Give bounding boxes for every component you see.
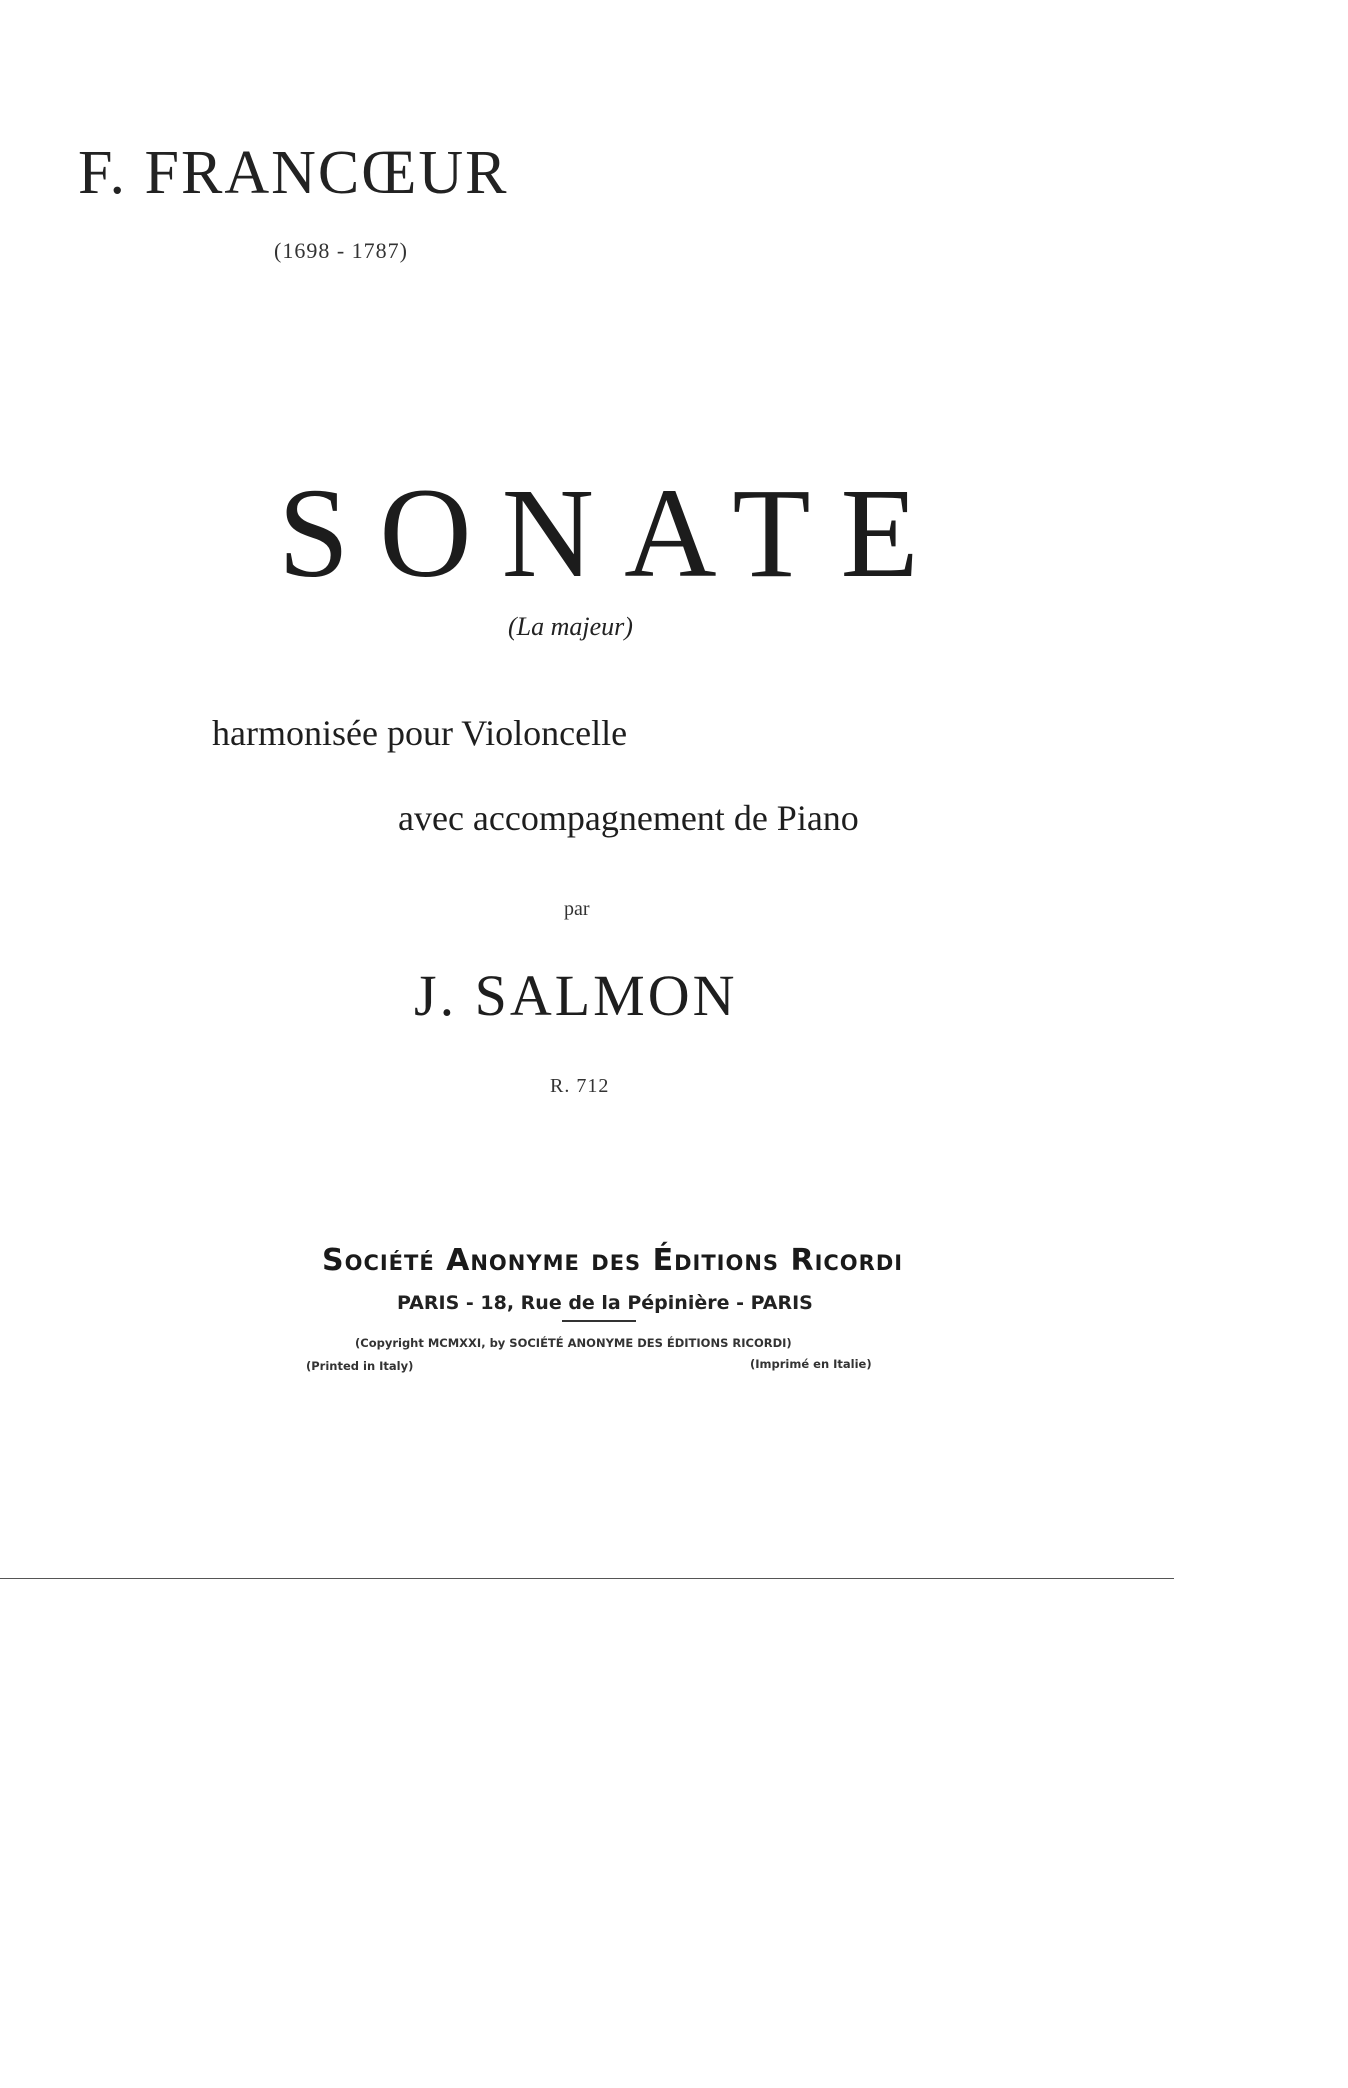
by-label: par [564, 898, 590, 920]
arranger-name: J. SALMON [414, 963, 738, 1028]
composer-name: F. FRANCŒUR [78, 139, 509, 207]
address-divider [562, 1320, 636, 1322]
catalog-number: R. 712 [550, 1075, 610, 1097]
publisher-address: PARIS - 18, Rue de la Pépinière - PARIS [397, 1292, 813, 1314]
work-title: SONATE [278, 462, 949, 604]
page-divider [0, 1578, 1174, 1579]
work-key: (La majeur) [508, 612, 633, 641]
printed-in-notice: (Printed in Italy) [306, 1359, 414, 1373]
composer-dates: (1698 - 1787) [274, 238, 408, 263]
copyright-notice: (Copyright MCMXXI, by SOCIÉTÉ ANONYME DES ÉDITIONS RICORDI) [355, 1336, 792, 1350]
imprime-notice: (Imprimé en Italie) [750, 1357, 872, 1371]
publisher-name: Société Anonyme des Éditions Ricordi [322, 1243, 904, 1278]
arrangement-line-1: harmonisée pour Violoncelle [212, 713, 628, 753]
arrangement-line-2: avec accompagnement de Piano [398, 798, 859, 838]
